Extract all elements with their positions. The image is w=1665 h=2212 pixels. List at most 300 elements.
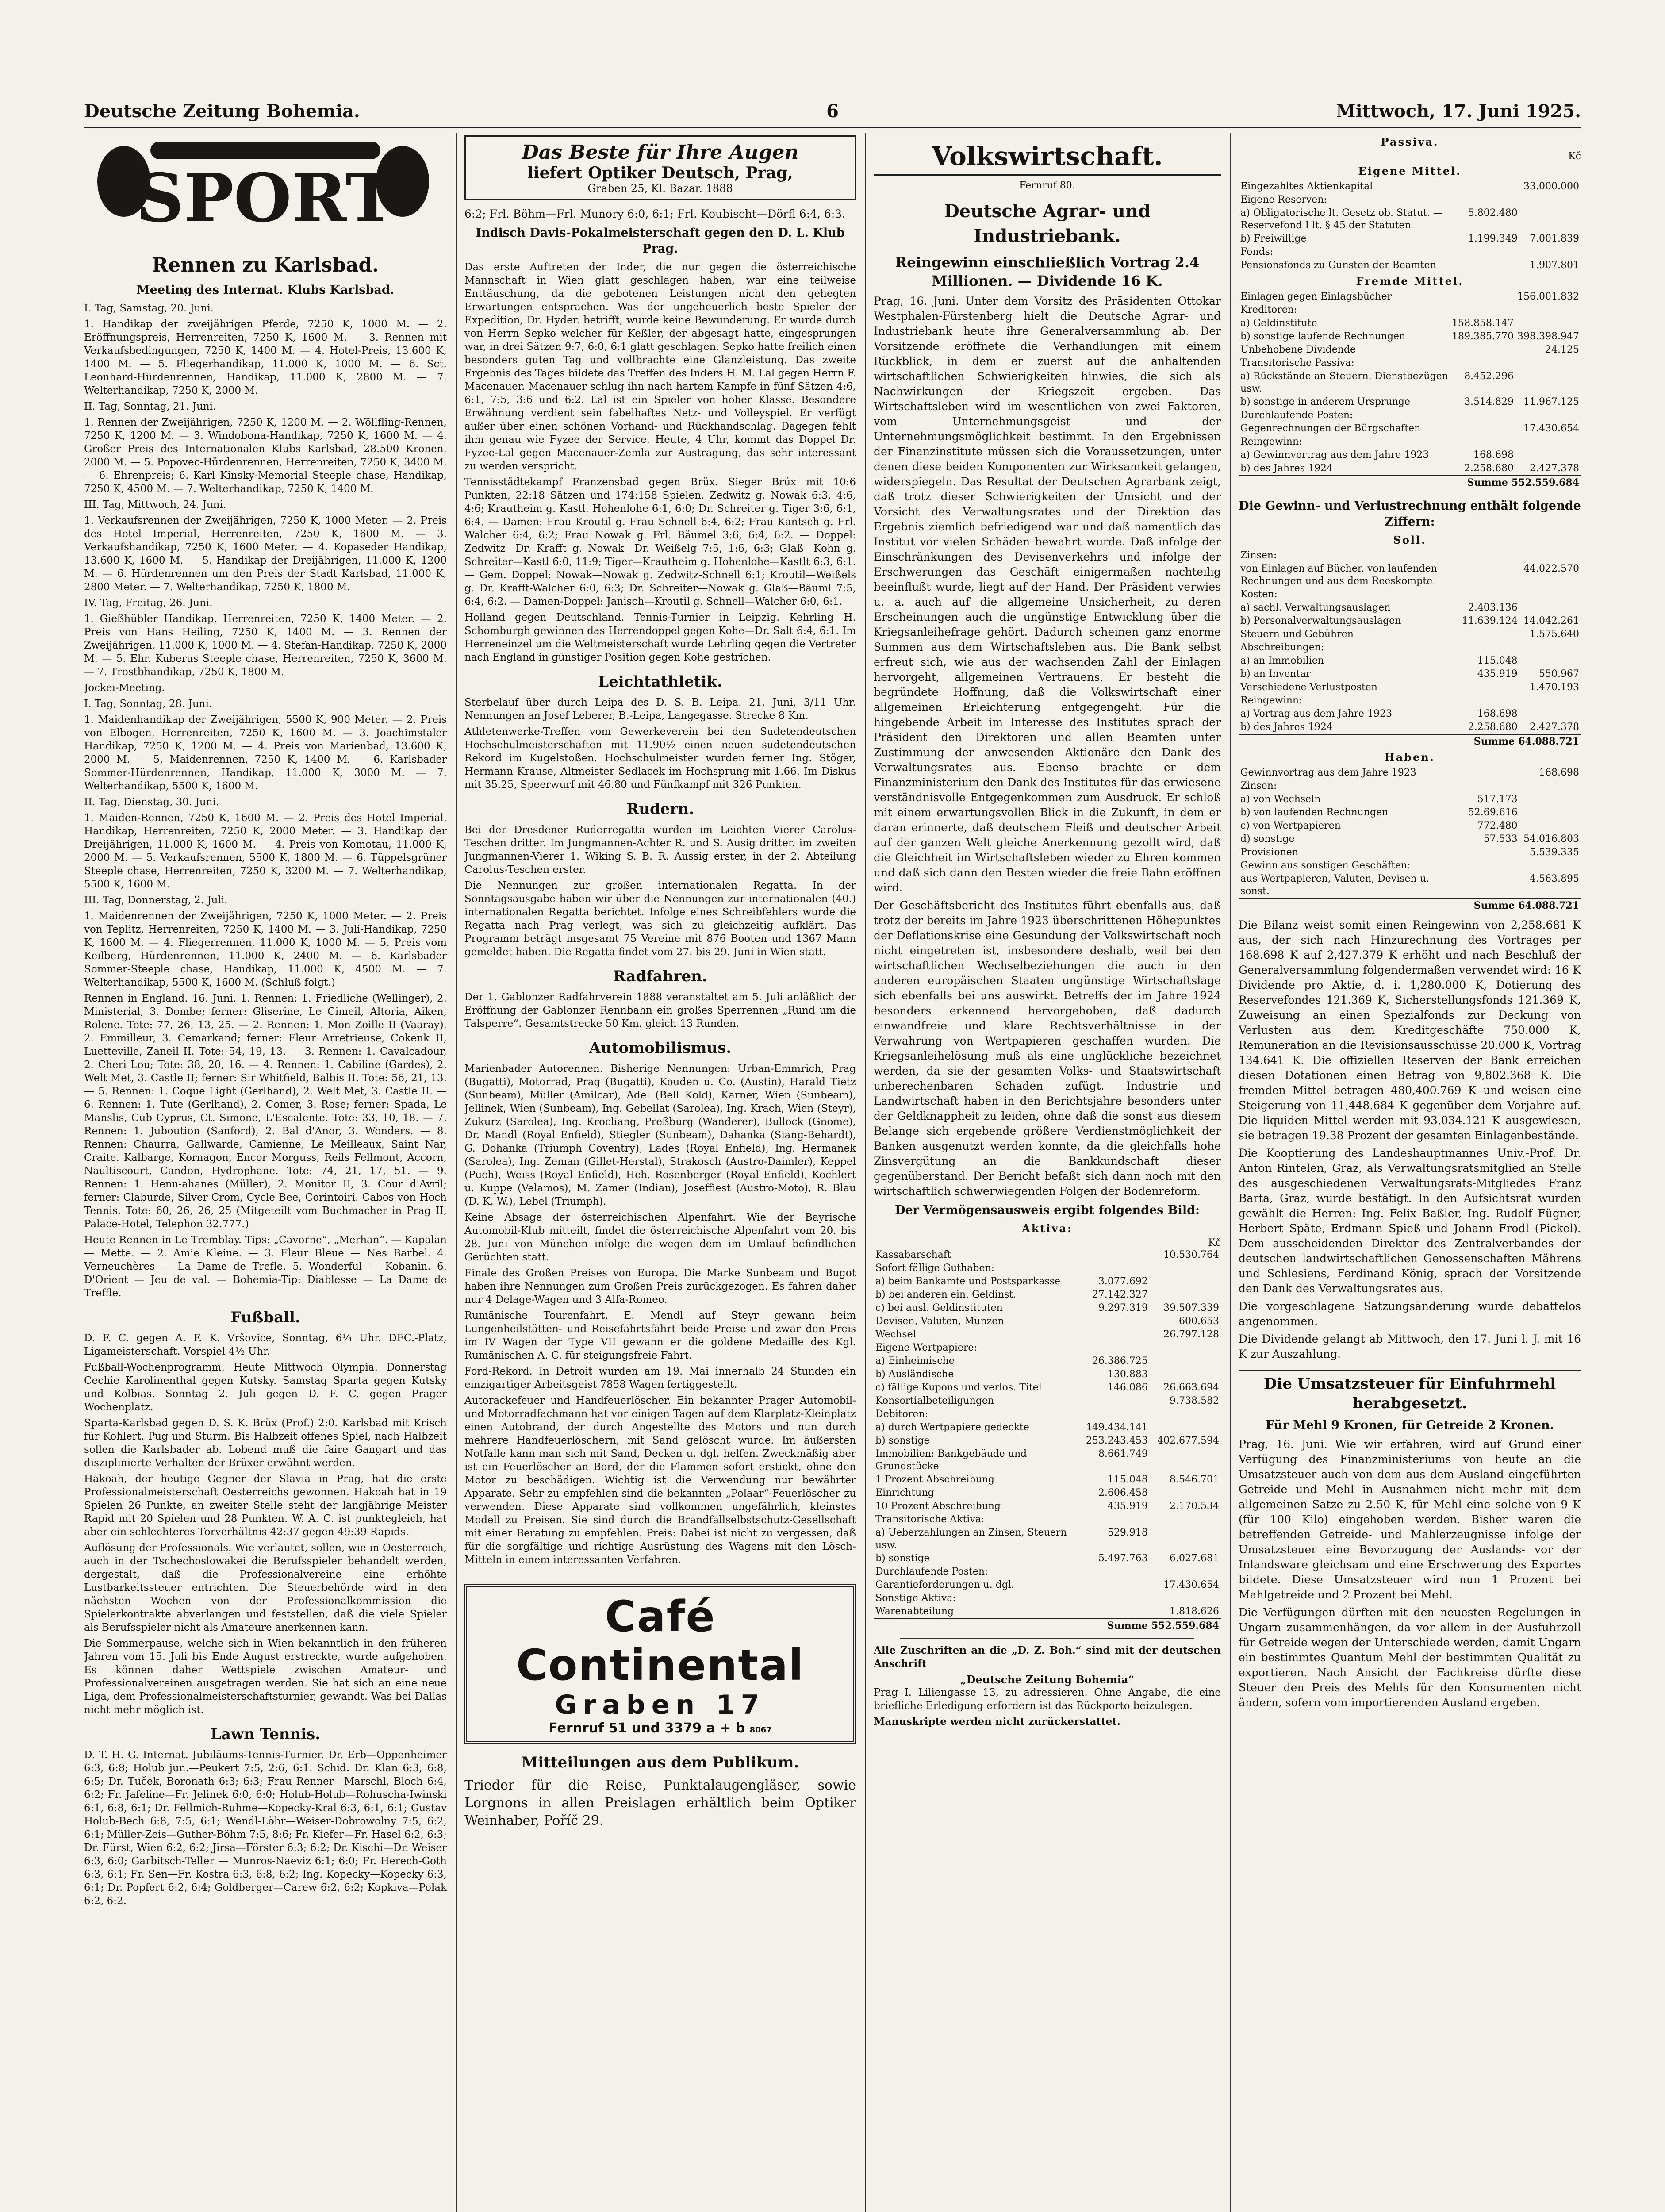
cafe-street: Graben 17 xyxy=(555,1690,766,1720)
mitteilungen-title: Mitteilungen aus dem Publikum. xyxy=(521,1754,799,1771)
table-row xyxy=(1239,819,1581,833)
row-amount xyxy=(1450,357,1515,370)
row-amount: 1.907.801 xyxy=(1530,260,1579,271)
paragraph: 1. Maidenrennen der Zweijährigen, 7250 K, 1000 Meter. — 2. Preis von Teplitz, Herrenreiten, 7250 K, 1400 M. — 3. Juli-Handikap, 7250 K, 1600 M. — 4. Fliegerrennen, 11.000 K, 1000 M. — 5. Preis vom Keilberg, Hürdenrennen, 11.000 K, 2400 M. — 6. Karlsbader Sommer-Steeple chase, Handikap, 11.000 K, 4500 M. — 7. Welterhandikap, 5500 K, 1600 M. (Schluß folgt.) xyxy=(84,910,447,988)
paragraph: II. Tag, Dienstag, 30. Juni. xyxy=(84,796,219,808)
paragraph: Die Dividende gelangt ab Mittwoch, den 17. Juni l. J. mit 16 K zur Auszahlung. xyxy=(1239,1333,1581,1360)
row-amount xyxy=(1450,343,1515,357)
row-amount xyxy=(1150,1355,1221,1368)
currency-label: Kč xyxy=(1568,151,1581,162)
row-amount: 2.258.680 xyxy=(1464,463,1514,474)
table-row xyxy=(1239,259,1581,272)
table-row xyxy=(874,1408,1221,1421)
table-row xyxy=(874,1355,1221,1368)
table-row xyxy=(874,1500,1221,1513)
row-label: Eigene Reserven: xyxy=(1240,194,1327,205)
paragraph: Jockei-Meeting. xyxy=(84,682,165,694)
row-label: a) an Immobilien xyxy=(1240,655,1324,666)
row-label: Durchlaufende Posten: xyxy=(1240,410,1353,421)
row-label: Immobilien: Bankgebäude und Grundstücke xyxy=(875,1448,1027,1472)
mitteilungen-text: Trieder für die Reise, Punktalaugengläser, sowie Lorgnons in allen Preislagen erhältlich beim Optiker Weinhaber, Poříč 29. xyxy=(464,1778,856,1828)
table-row xyxy=(874,1592,1221,1605)
row-amount: 1.470.193 xyxy=(1530,682,1579,693)
row-amount: 8.452.296 xyxy=(1464,371,1514,382)
table-row xyxy=(874,1275,1221,1288)
table-row xyxy=(1239,681,1581,694)
row-amount xyxy=(1458,872,1519,898)
row-label: b) sonstige in anderem Ursprunge xyxy=(1240,396,1410,407)
rennen-text xyxy=(84,302,447,1300)
row-amount xyxy=(1515,303,1581,317)
row-amount xyxy=(1519,806,1581,819)
row-amount xyxy=(1458,193,1519,207)
total-row xyxy=(1239,734,1581,748)
paragraph: Finale des Großen Preises von Europa. Die Marke Sunbeam und Bugot haben ihre Nennungen zum Großen Preis zurückgezogen. Es fahren daher nur 4 Delage-Wagen und 3 Alfa-Romeo. xyxy=(464,1267,856,1306)
row-amount: 550.967 xyxy=(1539,668,1579,680)
row-amount: 1.818.626 xyxy=(1170,1606,1219,1617)
row-amount: 168.698 xyxy=(1477,708,1518,719)
row-amount xyxy=(1519,819,1581,833)
row-label: b) des Jahres 1924 xyxy=(1240,463,1333,474)
row-label: b) Freiwillige xyxy=(1240,233,1307,244)
column-balance xyxy=(1239,133,1581,2212)
paragraph: 1. Handikap der zweijährigen Pferde, 7250 K, 1000 M. — 2. Eröffnungspreis, Herrenreiten, 7250 K, 1600 M. — 3. Rennen mit Verkaufsbedingungen, 7250 K, 1400 M. — 4. Hotel-Preis, 13.600 K, 1400 M. — 5. Fliegerhandikap, 11.000 K, 1000 M. — 6. Sct. Leonhard-Hürdenrennen, Handikap, 11.000 K, 2800 M. — 7. Welterhandikap, 7250 K, 2000 M. xyxy=(84,319,447,396)
row-label: Steuern und Gebühren xyxy=(1240,629,1354,640)
row-amount xyxy=(1150,1288,1221,1302)
issue-date: Mittwoch, 17. Juni 1925. xyxy=(1336,101,1581,122)
table-row xyxy=(1239,654,1581,668)
row-label: Warenabteilung xyxy=(875,1606,954,1617)
row-amount xyxy=(1084,1592,1150,1605)
tennis-results: 6:2; Frl. Böhm—Frl. Munory 6:0, 6:1; Frl. Koubischt—Dörfl 6:4, 6:3. xyxy=(464,207,846,220)
row-amount: 27.142.327 xyxy=(1092,1289,1148,1300)
table-row xyxy=(874,1328,1221,1341)
row-label: b) Personalverwaltungsauslagen xyxy=(1240,615,1401,626)
paragraph: Die Nennungen zur großen internationalen Regatta. In der Sonntagsausgabe haben wir über die Nennungen zur internationalen (40.) internationalen Regatta berichtet. Infolge eines Schreibfehlers wurde die Regatta nach Prag verlegt, was sich zu gleichzeitig aufklärt. Das Programm beträgt insgesamt 75 Vereine mit 876 Booten und 1367 Mann gemeldet haben. Die Regatta findet vom 27. bis 29. Juni in Wien statt. xyxy=(464,880,856,958)
editorial-note-3: Manuskripte werden nicht zurückerstattet. xyxy=(874,1716,1121,1728)
rennen-title: Rennen zu Karlsbad. xyxy=(152,254,379,276)
row-amount: 398.398.947 xyxy=(1517,331,1579,342)
row-label: c) bei ausl. Geldinstituten xyxy=(875,1302,1003,1313)
row-amount xyxy=(1150,1565,1221,1578)
row-label: Devisen, Valuten, Münzen xyxy=(875,1316,1004,1327)
row-amount xyxy=(1519,641,1581,654)
row-label: a) Vortrag aus dem Jahre 1923 xyxy=(1240,708,1393,719)
editorial-address: „Deutsche Zeitung Bohemia“ xyxy=(960,1673,1135,1686)
row-label: Konsortialbeteiligungen xyxy=(875,1395,994,1406)
row-amount: 2.606.458 xyxy=(1098,1487,1148,1498)
page-number: 6 xyxy=(826,101,839,122)
paragraph: D. F. C. gegen A. F. K. Vršovice, Sonntag, 6¼ Uhr. DFC.-Platz, Ligameisterschaft. Vorspiel 4½ Uhr. xyxy=(84,1333,447,1357)
row-amount xyxy=(1150,1421,1221,1434)
row-amount: 4.563.895 xyxy=(1530,873,1579,884)
bank-subtitle: Reingewinn einschließlich Vortrag 2.4 Millionen. — Dividende 16 K. xyxy=(895,254,1200,289)
passiva-total xyxy=(1239,475,1581,489)
cafe-continental-advertisement xyxy=(464,1584,856,1744)
table-row xyxy=(1239,409,1581,422)
row-amount xyxy=(1084,1262,1150,1275)
sport-banner xyxy=(84,133,447,239)
davis-cup-title: Indisch Davis-Pokalmeisterschaft gegen den D. L. Klub Prag. xyxy=(476,226,845,256)
paragraph: I. Tag, Samstag, 20. Juni. xyxy=(84,303,214,314)
soll-title: Soll. xyxy=(1393,534,1427,546)
row-amount xyxy=(1458,246,1519,259)
paragraph: Auflösung der Professionals. Wie verlautet, sollen, wie in Oesterreich, auch in der Tschechoslowakei die Berufsspieler behandelt werden, dergestalt, daß die Professionalvereine eine erhöhte Lustbarkeitssteuer entrichten. Die Steuerbehörde wird in den nächsten Wochen von der Professionalkommission die Spielerkontrakte abverlangen und feststellen, daß die viele Spieler als Berufsspieler nicht als Amateure anerkennen kann. xyxy=(84,1542,447,1633)
table-row xyxy=(1239,846,1581,859)
fussball-title: Fußball. xyxy=(230,1309,300,1326)
row-label: Pensionsfonds zu Gunsten der Beamten xyxy=(1240,260,1436,271)
row-amount: 44.022.570 xyxy=(1523,563,1579,574)
tennis-text xyxy=(84,1748,447,1908)
ad-subline: liefert Optiker Deutsch, Prag, xyxy=(527,164,793,182)
table-row xyxy=(1239,641,1581,654)
table-row xyxy=(874,1486,1221,1500)
table-row xyxy=(1239,435,1581,449)
table-row xyxy=(1239,614,1581,628)
row-amount: 1.575.640 xyxy=(1530,629,1579,640)
row-amount: 130.883 xyxy=(1107,1369,1148,1380)
paragraph: Rennen in England. 16. Juni. 1. Rennen: 1. Friedliche (Wellinger), 2. Ministerial, 3. Dombe; ferner: Gliserine, Le Cimeil, Altoria, Aiken, Rolene. Tote: 77, 26, 13, 25. — 2. Rennen: 1. Mon Zoille II (Vaaray), 2. Emmilleur, 3. Cemarkand; ferner: Fleur Arretrieuse, Cokenk II, Luetteville, Zaneil II. Tote: 54, 19, 13. — 3. Rennen: 1. Cavalcadour, 2. Cheri Lou; Tote: 38, 20, 16. — 4. Rennen: 1. Cabiline (Gardes), 2. Welt Met, 3. Castle II; ferner: Sir Whitfield, Balbis II. Tote: 56, 21, 13. — 5. Rennen: 1. Coque Light (Gerlhand), 2. Welt Met, 3. Castle II. — 6. Rennen: 1. Tute (Gerlhand), 2. Comer, 3. Rose; ferner: Spada, Le Manslis, Cub Cyprus, Ct. Simone, L'Escalente. Tote: 33, 10, 18. — 7. Rennen: 1. Juboution (Sanford), 2. Bal d'Anor, 3. Wonders. — 8. Rennen: Chaurra, Gallwarde, Camienne, Le Meilleaux, Saint Nar, Craite. Kalbarge, Kornagon, Encor Morguss, Reils Fellmont, Accorn, Naultiscourt, Candon, Hydrophane. Tote: 74, 21, 17, 51. — 9. Rennen: 1. Henn-ahanes (Müller), 2. Monitor II, 3. Cour d'Avril; ferner: Claburde, Silver Crom, Cycle Bee, Corintoiri. Cabos von Hoch Tennis. Tote: 60, 26, 26, 25 (Mitgeteilt vom Buchmacher in Prag II, Palace-Hotel, Telephon 32.777.) xyxy=(84,993,447,1230)
row-amount xyxy=(1458,180,1519,193)
row-label: 10 Prozent Abschreibung xyxy=(875,1501,1001,1512)
row-label: Gewinn aus sonstigen Geschäften: xyxy=(1240,860,1411,871)
row-amount xyxy=(1150,1448,1221,1473)
row-label: aus Wertpapieren, Valuten, Devisen u. sonst. xyxy=(1240,873,1429,897)
row-amount: 17.430.654 xyxy=(1523,423,1579,434)
row-amount: 33.000.000 xyxy=(1523,181,1579,192)
optician-advertisement xyxy=(464,135,856,200)
row-label: Debitoren: xyxy=(875,1409,928,1420)
cafe-phone: Fernruf 51 und 3379 a + b 8067 xyxy=(549,1720,772,1736)
fremde-mittel-table xyxy=(1239,290,1581,475)
row-amount xyxy=(1519,588,1581,601)
paragraph: Sparta-Karlsbad gegen D. S. K. Brüx (Prof.) 2:0. Karlsbad mit Krisch für Kohlert. Pug und Sturm. Bis Halbzeit offenes Spiel, nach Halbzeit sollen die Karlsbader ab. Lobend muß die faire Gangart und das disziplinierte Verhalten der Brüxer erwähnt werden. xyxy=(84,1417,447,1469)
row-amount: 52.69.616 xyxy=(1468,807,1518,818)
row-amount xyxy=(1084,1565,1150,1578)
table-row xyxy=(1239,303,1581,317)
row-label: Reingewinn: xyxy=(1240,436,1302,447)
row-amount: 2.427.378 xyxy=(1530,463,1579,474)
row-amount: 168.698 xyxy=(1539,767,1579,778)
row-amount: 2.170.534 xyxy=(1170,1501,1219,1512)
row-label: Einrichtung xyxy=(875,1487,934,1498)
row-label: b) an Inventar xyxy=(1240,668,1311,680)
row-amount: 158.858.147 xyxy=(1452,318,1514,329)
row-amount: 10.530.764 xyxy=(1163,1249,1219,1260)
row-amount: 435.919 xyxy=(1477,668,1518,680)
row-label: Sonstige Aktiva: xyxy=(875,1593,956,1604)
table-row xyxy=(1239,193,1581,207)
table-row xyxy=(874,1605,1221,1619)
row-label: 1 Prozent Abschreibung xyxy=(875,1474,994,1485)
row-label: Abschreibungen: xyxy=(1240,642,1324,653)
row-label: b) sonstige xyxy=(875,1553,930,1564)
fernruf: Fernruf 80. xyxy=(1019,180,1075,191)
row-label: a) von Wechseln xyxy=(1240,794,1321,805)
haben-total xyxy=(1239,898,1581,912)
table-row xyxy=(874,1526,1221,1552)
row-label: Verschiedene Verlustposten xyxy=(1240,682,1377,693)
row-amount xyxy=(1084,1315,1150,1328)
row-amount xyxy=(1450,303,1515,317)
paragraph: Bei der Dresdener Ruderregatta wurden im Leichten Vierer Carolus-Teschen dritter. Im Jungmannen-Achter R. und S. Ausig dritter. im zweiten Jungmannen-Vierer 1. Wiking S. B. R. Aussig erster, in der 2. Abteilung Carolus-Teschen erster. xyxy=(464,824,856,876)
table-row xyxy=(1239,357,1581,370)
radfahren-text xyxy=(464,991,856,1030)
row-amount xyxy=(1450,290,1515,303)
paragraph: Rumänische Tourenfahrt. E. Mendl auf Steyr gewann beim Lungenheilstätten- und Reisefahrtsfahrt beide Preise und zwar den Preis im IV Wagen der Type VII gewann er die goldene Medaille des Kgl. Rumänischen A. C. für steigungsfreie Fahrt. xyxy=(464,1310,856,1361)
table-row xyxy=(874,1552,1221,1565)
table-row xyxy=(874,1262,1221,1275)
row-amount: 64.088.721 xyxy=(1516,734,1581,748)
row-amount xyxy=(1515,370,1581,396)
row-amount xyxy=(1519,246,1581,259)
table-row xyxy=(1239,370,1581,396)
paragraph: Marienbader Autorennen. Bisherige Nennungen: Urban-Emmrich, Prag (Bugatti), Motorrad, Prag (Bugatti), Kouden u. Co. (Austin), Harald Tietz (Sunbeam), Müller (Amilcar), Adel (Bell Kold), Karner, Wien (Sunbeam), Jellinek, Wien (Sunbeam), Ing. Gebellat (Sarolea), Ing. Krach, Wien (Steyr), Zukurz (Sarolea), Ing. Krocliang, Preßburg (Wanderer), Bullock (Gnome), Dr. Mandl (Royal Enfield), Stiegler (Sunbeam), Dahanka (Siang-Behardt), G. Dohanka (Triumph Coventry), Lades (Royal Enfield), Ing. Hermanek (Sarolea), Ing. Zeman (Gillet-Herstal), Strakosch (Austro-Daimler), Keppel (Puch), Weiss (Royal Enfield), Hch. Rosenberger (Royal Enfield), Kochlert u. Kuppe (Velamos), M. Zamer (Indian), Joseffiest (Austro-Moto), R. Blau (D. K. W.), Lebel (Triumph). xyxy=(464,1063,856,1207)
row-amount: 600.653 xyxy=(1179,1316,1219,1327)
table-row xyxy=(1239,180,1581,193)
row-amount: 2.427.378 xyxy=(1530,722,1579,733)
row-amount: 2.258.680 xyxy=(1468,722,1518,733)
row-amount: 7.001.839 xyxy=(1530,233,1579,244)
paragraph: Hakoah, der heutige Gegner der Slavia in Prag, hat die erste Professionalmeisterschaft Oesterreichs gewonnen. Hakoah hat in 19 Spielen 26 Punkte, an zweiter Stelle steht der langjährige Meister Rapid mit 20 Spielen und 28 Punkten. W. A. C. ist punktegleich, hat aber ein schlechteres Torverhältnis 42:37 gegen 49:39 Rapids. xyxy=(84,1473,447,1538)
row-amount: 552.559.684 xyxy=(1510,476,1581,489)
row-label: a) sachl. Verwaltungsauslagen xyxy=(1240,602,1391,613)
cafe-number: 8067 xyxy=(749,1725,772,1735)
row-label: d) sonstige xyxy=(1240,833,1295,845)
paragraph: IV. Tag, Freitag, 26. Juni. xyxy=(84,597,213,609)
row-amount: 26.797.128 xyxy=(1163,1329,1219,1340)
row-amount xyxy=(1084,1578,1150,1592)
table-row xyxy=(874,1578,1221,1592)
newspaper-name: Deutsche Zeitung Bohemia. xyxy=(84,101,360,122)
row-label: Kassabarschaft xyxy=(875,1249,951,1260)
paragraph: Das erste Auftreten der Inder, die nur gegen die österreichische Mannschaft in Wien glatt geschlagen haben, war eine teilweise Enttäuschung, da die gebotenen Leistungen nicht den gehegten Erwartungen entsprachen. Was der ungeheuerlich beste Spieler der Expedition, Dr. Hyder. betrifft, wurde keine Bewunderung. Er wurde durch von Herrn Sepko welcher für Keßler, der abgesagt hatte, eingesprungen war, in drei Sätzen 9:7, 6:0, 6:1 glatt geschlagen. Sepko hatte freilich einen besonders guten Tag und vollbrachte eine Glanzleistung. Das zweite Ergebnis des Tages bildete das Treffen des Inders H. M. Lal gegen Herrn F. Macenauer. Macenauer schlug ihn nach hartem Kampfe in fünf Sätzen 4:6, 6:1, 7:5, 3:6 und 6:2. Lal ist ein Spieler von hoher Klasse. Besondere Erwähnung verdient sein fabelhaftes Netz- und Volleyspiel. Er verfügt außer über einen schönen Vorhand- und Rückhandschlag. Dagegen fehlt ihm genau wie Fyzee der Service. Heute, 4 Uhr, kommt das Doppel Dr. Fyzee-Lal gegen Macenauer-Zemla zur Austragung, das sehr interessant zu werden verspricht. xyxy=(464,261,856,472)
table-row xyxy=(1239,707,1581,721)
row-amount: 11.639.124 xyxy=(1462,615,1518,626)
table-row xyxy=(1239,833,1581,846)
table-row xyxy=(1239,588,1581,601)
row-label: b) des Jahres 1924 xyxy=(1240,722,1333,733)
paragraph: 1. Gießhübler Handikap, Herrenreiten, 7250 K, 1400 Meter. — 2. Preis von Hans Heiling, 7250 K, 1400 M. — 3. Rennen der Zweijährigen, 11.000 K, 1000 M. — 4. Stefan-Handikap, 7250 K, 2000 M. — 5. Ehr. Kuberus Steeple chase, Herrenreiten, 7250 K, 3600 M. — 7. Trostbhandikap, 7250 K, 1800 M. xyxy=(84,613,447,678)
eigene-mittel-title: Eigene Mittel. xyxy=(1358,165,1462,177)
column-sport xyxy=(84,133,447,2212)
row-amount xyxy=(1458,641,1519,654)
row-amount xyxy=(1084,1605,1150,1619)
row-amount xyxy=(1458,694,1519,707)
table-row xyxy=(874,1381,1221,1394)
row-amount: 156.001.832 xyxy=(1517,291,1579,302)
row-amount xyxy=(1458,549,1519,562)
table-row xyxy=(874,1341,1221,1355)
row-label: c) fällige Kupons und verlos. Titel xyxy=(875,1382,1042,1393)
row-amount: 9.297.319 xyxy=(1098,1302,1148,1313)
table-row xyxy=(874,1565,1221,1578)
bank-report-text xyxy=(874,294,1221,1199)
row-amount xyxy=(1150,1592,1221,1605)
row-amount xyxy=(1084,1328,1150,1341)
row-amount: 189.385.770 xyxy=(1452,331,1514,342)
currency-label: Kč xyxy=(1208,1237,1221,1248)
row-label: Wechsel xyxy=(875,1329,916,1340)
row-amount: 552.559.684 xyxy=(1150,1619,1221,1632)
row-label: b) sonstige xyxy=(875,1435,930,1446)
row-label: b) von laufenden Rechnungen xyxy=(1240,807,1389,818)
row-amount: 8.661.749 xyxy=(1098,1448,1148,1459)
row-amount: 11.967.125 xyxy=(1523,396,1579,407)
row-amount xyxy=(1519,549,1581,562)
row-amount: 2.403.136 xyxy=(1468,602,1518,613)
table-row xyxy=(1239,290,1581,303)
row-amount: 39.507.339 xyxy=(1163,1302,1219,1313)
total-row xyxy=(1239,476,1581,489)
row-label: a) beim Bankamte und Postsparkasse xyxy=(875,1276,1061,1287)
row-label: Einlagen gegen Einlagsbücher xyxy=(1240,291,1392,302)
row-amount xyxy=(1519,780,1581,793)
row-amount xyxy=(1084,1248,1150,1262)
automobilismus-text xyxy=(464,1062,856,1567)
table-row xyxy=(874,1302,1221,1315)
haben-title: Haben. xyxy=(1384,751,1435,764)
row-amount xyxy=(1150,1262,1221,1275)
row-amount xyxy=(1150,1486,1221,1500)
paragraph: 1. Maidenhandikap der Zweijährigen, 5500 K, 900 Meter. — 2. Preis von Elbogen, Herrenreiten, 7250 K, 1600 M. — 3. Joachimstaler Handikap, 7250 K, 1200 M. — 4. Preis von Marienbad, 13.600 K, 2000 M. — 5. Maidenrennen, 7250 K, 1400 M. — 6. Karlsbader Sommer-Hürdenrennen, Handikap, 11.000 K, 3000 M. — 7. Welterhandikap, 5500 K, 1600 M. xyxy=(84,714,447,792)
row-amount xyxy=(1450,409,1515,422)
table-row xyxy=(874,1473,1221,1486)
table-row xyxy=(874,1434,1221,1448)
editorial-note-2: Prag I. Liliengasse 13, zu adressieren. Ohne Angabe, die eine briefliche Erledigung erfordern ist das Rückporto beizulegen. xyxy=(874,1687,1221,1712)
row-amount xyxy=(1515,435,1581,449)
row-amount: 8.546.701 xyxy=(1170,1474,1219,1485)
table-row xyxy=(874,1248,1221,1262)
table-row xyxy=(1239,422,1581,435)
row-amount xyxy=(1519,601,1581,614)
table-row xyxy=(1239,806,1581,819)
row-amount: 772.480 xyxy=(1477,820,1518,831)
row-amount: 5.497.763 xyxy=(1098,1553,1148,1564)
paragraph: Die vorgeschlagene Satzungsänderung wurde debattelos angenommen. xyxy=(1239,1300,1581,1328)
vermoegen-title: Der Vermögensausweis ergibt folgendes Bild: xyxy=(895,1203,1200,1217)
paragraph: Holland gegen Deutschland. Tennis-Turnier in Leipzig. Kehrling—H. Schomburgh gewinnen das Herrendoppel gegen Kohe—Dr. Salt 6:4, 6:1. Im Herreneinzel um die Weltmeisterschaft wurde Lehrling gegen die Vertreter nach England in günstiger Position gegen Kohe gestrichen. xyxy=(464,612,856,663)
table-row xyxy=(1239,721,1581,734)
row-amount xyxy=(1458,766,1519,780)
row-label: Gewinnvortrag aus dem Jahre 1923 xyxy=(1240,767,1416,778)
row-amount: 168.698 xyxy=(1473,449,1514,461)
paragraph: Der Geschäftsbericht des Institutes führt ebenfalls aus, daß trotz der bereits im Jahre 1923 überschrittenen Höhepunktes der Deflationskrise eine Gesundung der Volkswirtschaft noch nicht eingetreten ist, insbesondere deshalb, weil bei den wirtschaftlichen Wechselbeziehungen die auch in den anderen europäischen Staaten ungünstige Wirtschaftslage sich ebenfalls bei uns auswirkt. Betreffs der im Jahre 1924 besonders erkennend hervorgehoben, daß dadurch einwandfreie und klare Rechtsverhältnisse in der Verwahrung von Wertpapieren geschaffen wurden. Die Kriegsanleihelösung muß als eine unglückliche bezeichnet werden, da sie der gesamten Volks- und Staatswirtschaft unberechenbaren Schaden zufügt. Industrie und Landwirtschaft haben in den Berichtsjahre besonders unter der Geldknappheit zu leiden, ohne daß die sonst aus diesem Belange sich ergebende größere Verdienstmöglichkeit der Banken ausgenutzt werden konnte, da die gleichfalls hohe Zinsvergütung an die Bankkundschaft dieser gegenüberstand. Der Bericht befaßt sich dann noch mit den wirtschaftlich schwerwiegenden Folgen der Bodenreform. xyxy=(874,899,1221,1198)
rudern-title: Rudern. xyxy=(626,800,694,818)
ad-address: Graben 25, Kl. Bazar. 1888 xyxy=(587,182,733,195)
row-amount xyxy=(1150,1368,1221,1381)
paragraph: 1. Maiden-Rennen, 7250 K, 1600 M. — 2. Preis des Hotel Imperial, Handikap, Herrenreiten, 7250 K, 2000 Meter. — 3. Handikap der Dreijährigen, 11.000 K, 1600 M. — 4. Preis von Komotau, 11.000 K, 2000 M. — 5. Verkaufsrennen, 5500 K, 1800 M. — 6. Tüppelsgrüner Steeple chase, Herrenreiten, 7250 K, 3200 M. — 7. Welterhandikap, 5500 K, 1600 M. xyxy=(84,812,447,890)
table-row xyxy=(1239,668,1581,681)
row-amount: 26.663.694 xyxy=(1163,1382,1219,1393)
cafe-name: Café Continental xyxy=(516,1592,804,1690)
row-amount: 435.919 xyxy=(1107,1501,1148,1512)
row-label: Eigene Wertpapiere: xyxy=(875,1342,977,1353)
row-amount: 1.199.349 xyxy=(1468,233,1518,244)
row-label: b) bei anderen ein. Geldinst. xyxy=(875,1289,1017,1300)
guv-title: Die Gewinn- und Verlustrechnung enthält folgende Ziffern: xyxy=(1239,499,1581,529)
fremde-mittel-title: Fremde Mittel. xyxy=(1356,275,1464,288)
row-amount xyxy=(1084,1513,1150,1526)
row-label: Garantieforderungen u. dgl. xyxy=(875,1579,1014,1590)
paragraph: Prag, 16. Juni. Unter dem Vorsitz des Präsidenten Ottokar Westphalen-Fürstenberg hielt die Deutsche Agrar- und Industriebank heute ihre Generalversammlung ab. Der Vorsitzende eröffnete die Verhandlungen mit einem Rückblick, in dem er zuerst auf die anhaltenden wirtschaftlichen Schwierigkeiten hinwies, die sich als Nachwirkungen der Kriegszeit ergeben. Das Wirtschaftsleben wird im wesentlichen von zwei Faktoren, vom Unternehmungsgeist und der Unternehmungsmöglichkeit bestimmt. In den Ergebnissen der Finanzinstitute müssen sich die Voraussetzungen, unter denen diese beiden Komponenten zur Wirksamkeit gelangen, widerspiegeln. Das Resultat der Deutschen Agrarbank zeigt, daß trotz dieser Schwierigkeiten der Umsicht und der Vorsicht des Verwaltungsrates und der Direktion das Ergebnis ziemlich befriedigend war und daß namentlich das Institut vor vielen Schäden bewahrt wurde. Daß infolge der Einschränkungen des Devisenverkehrs und infolge der Erschwerungen das Geschäft einigermaßen nachteilig beeinflußt wurde, liegt auf der Hand. Der Präsident verwies u. a. auch auf die allgemeine Unsicherheit, zu deren Erscheinungen auch die ungünstige Entwicklung über die Kriegsanleihefrage gehört. Dadurch scheinen ganz enorme Summen aus dem Wirtschaftsleben aus. Die Bank selbst erfreut sich, wie aus der wachsenden Zahl der Einlagen hervorgeht, allgemeinen Vertrauens. Er besteht die begründete Hoffnung, daß die Volkswirtschaft einer allgemeinen Erleichterung entgegengeht. Für die hingebende Arbeit im Interesse des Institutes sprach der Präsident den Direktoren und allen Beamten unter Zustimmung der anwesenden Aktionäre den Dank des Verwaltungsrates aus. Ebenso brachte er dem Finanzministerium den Dank des Institutes für das erwiesene verständnisvolle Entgegenkommen zum Ausdruck. Er schloß mit einem erwartungsvollen Blick in die Zukunft, in dem er daran erinnerte, daß deutschem Fleiß und deutscher Arbeit auf der ganzen Welt gleiche Anerkennung gezollt wird, daß die Gleichheit im Wirtschaftsleben wieder zu Ehren kommen und daß sich dann den Besten wieder die freie Bahn eröffnen wird. xyxy=(874,295,1221,894)
row-amount xyxy=(1150,1408,1221,1421)
row-label: b) Ausländische xyxy=(875,1369,954,1380)
row-label: c) von Wertpapieren xyxy=(1240,820,1341,831)
column-economy xyxy=(874,133,1221,2212)
row-label: Durchlaufende Posten: xyxy=(875,1566,988,1577)
table-row xyxy=(1239,694,1581,707)
paragraph: D. T. H. G. Internat. Jubiläums-Tennis-Turnier. Dr. Erb—Oppenheimer 6:3, 6:8; Holub jun.—Peukert 7:5, 2:6, 6:1. Schid. Dr. Klan 6:3, 6:8, 6:5; Dr. Tuček, Boronath 6:3; 6:3; Frau Renner—Marschl, Bloch 6:4, 6:2; Fr. Jafeline—Fr. Jelinek 6:0, 6:0; Holub-Holub—Rohuscha-Iwinski 6:1, 6:8, 6:1; Dr. Fellmich-Ruhme—Kopecky-Kral 6:3, 6:1, 6:1; Gustav Holub-Bech 6:8, 7:5, 6:1; Wendl-Löhr—Weiser-Dobrowolny 7:5, 6:2, 6:1; Müller-Zeis—Guther-Böhm 7:5, 8:6; Fr. Kiefer—Fr. Hasel 6:2, 6:3; Dr. Fürst, Wien 6:2, 6:2; Jirsa—Förster 6:3; 6:2; Dr. Kischi—Dr. Weiser 6:3, 6:0; Garbitsch-Teller — Munros-Naeviz 6:1; 6:0; Fr. Herech-Goth 6:3, 6:1; Fr. Sen—Fr. Kostra 6:3, 6:8, 6:2; Ing. Kopecky—Kopecky 6:3, 6:1; Dr. Popfert 6:2, 6:4; Goldberger—Carew 6:2, 6:2; Kopkiva—Polak 6:2, 6:2. xyxy=(84,1749,447,1907)
row-amount xyxy=(1458,681,1519,694)
table-row xyxy=(874,1288,1221,1302)
table-row xyxy=(1239,780,1581,793)
row-label: a) durch Wertpapiere gedeckte xyxy=(875,1422,1029,1433)
row-amount xyxy=(1458,846,1519,859)
rennen-subtitle: Meeting des Internat. Klubs Karlsbad. xyxy=(136,283,395,297)
leichtathletik-text xyxy=(464,696,856,791)
table-row xyxy=(1239,872,1581,898)
row-amount: 57.533 xyxy=(1483,833,1518,845)
sport-banner-title: SPORT xyxy=(136,159,395,237)
table-row xyxy=(874,1513,1221,1526)
column-rule xyxy=(1230,133,1231,2212)
row-amount: Summe xyxy=(1448,476,1510,489)
umsatzsteuer-text xyxy=(1239,1437,1581,1710)
row-label: a) Einheimische xyxy=(875,1356,955,1367)
column-rule xyxy=(865,133,866,2212)
row-amount: Summe xyxy=(1455,899,1516,912)
row-amount: 3.077.692 xyxy=(1098,1276,1148,1287)
row-amount: 54.016.803 xyxy=(1523,833,1579,845)
table-row xyxy=(1239,330,1581,343)
row-label: b) sonstige laufende Rechnungen xyxy=(1240,331,1406,342)
paragraph: II. Tag, Sonntag, 21. Juni. xyxy=(84,401,216,412)
row-label: Transitorische Aktiva: xyxy=(875,1514,985,1525)
table-row xyxy=(1239,562,1581,588)
row-amount xyxy=(1515,317,1581,330)
row-label: von Einlagen auf Bücher, von laufenden Rechnungen und aus dem Reeskompte xyxy=(1240,563,1437,587)
row-amount xyxy=(1450,422,1515,435)
aktiva-title: Aktiva: xyxy=(1022,1222,1073,1235)
paragraph: Sterbelauf über durch Leipa des D. S. B. Leipa. 21. Juni, 3/11 Uhr. Nennungen an Josef Leberer, B.-Leipa, Langegasse. Strecke 8 Km. xyxy=(464,697,856,722)
paragraph: 1. Verkaufsrennen der Zweijährigen, 7250 K, 1000 Meter. — 2. Preis des Hotel Imperial, Herrenreiten, 7250 K, 1600 M. — 3. Verkaufshandikap, 7250 K, 1600 Meter. — 4. Kopaseder Handikap, 13.600 K, 1600 M. — 5. Handikap der Dreijährigen, 11.000 K, 1200 M. — 6. Hürdenrennen um den Preis der Stadt Karlsbad, 11.000 K, 2800 Meter. — 7. Welterhandikap, 7250 K, 1800 M. xyxy=(84,515,447,593)
paragraph: Autorackefeuer und Handfeuerlöscher. Ein bekannter Prager Automobil- und Motorradfachmann hat vor einigen Tagen auf dem Klarplatz-Kleinplatz einen Autobrand, der durch Angestellte des Motors und nun durch mehrere Handfeuerlöschern, mit Sand gelöscht wurde. Im äußersten Notfalle kann man sich mit Sand, Decken u. dgl. helfen. Zweckmäßig aber ist ein Feuerlöscher an Bord, der die Flammen sofort erstickt, ohne den Motor zu beschädigen. Wichtig ist die Verwendung nur bewährter Apparate. Sehr zu empfehlen sind die bekannten „Polaar“-Feuerlöscher zu verwenden. Diese Apparate sind vollkommen ungefährlich, kleinstes Modell zu Preisen. Sie sind durch die Brandfallselbstschutz-Gesellschaft mit einer Beratung zu empfehlen. Preis: Dabei ist nicht zu vergessen, daß für die sorgfältige und richtige Ausrüstung des Wagens mit den Lösch-Mitteln in einem interessanten Verfahren. xyxy=(464,1395,856,1566)
aktiva-table xyxy=(874,1248,1221,1632)
row-label: Zinsen: xyxy=(1240,550,1277,561)
row-label: Kreditoren: xyxy=(1240,304,1297,315)
paragraph: Die Sommerpause, welche sich in Wien bekanntlich in den früheren Jahren vom 15. Juli bis Ende August erstreckte, wurde aufgehoben. Es können daher Wettspiele zwischen Amateur- und Professionalvereinen ausgetragen werden. Sie hat sich an eine neue Liga, dem Professionalmeisterschaftsturnier, gewandt. Was bei Dallas nicht mehr möglich ist. xyxy=(84,1638,447,1716)
automobilismus-title: Automobilismus. xyxy=(589,1039,732,1057)
row-label xyxy=(1239,734,1455,748)
eigene-mittel-table xyxy=(1239,180,1581,272)
umsatzsteuer-subtitle: Für Mehl 9 Kronen, für Getreide 2 Kronen. xyxy=(1266,1418,1554,1432)
row-amount xyxy=(1084,1341,1150,1355)
row-label: a) Geldinstitute xyxy=(1240,318,1317,329)
row-amount xyxy=(1084,1394,1150,1408)
paragraph: III. Tag, Mittwoch, 24. Juni. xyxy=(84,499,226,511)
header-rule xyxy=(84,127,1581,128)
table-row xyxy=(874,1394,1221,1408)
row-amount xyxy=(1515,449,1581,462)
row-amount: Summe xyxy=(1455,734,1516,748)
row-label: Unbehobene Dividende xyxy=(1240,344,1356,355)
row-label: Gegenrechnungen der Bürgschaften xyxy=(1240,423,1421,434)
row-amount xyxy=(1519,694,1581,707)
row-amount: 5.802.480 xyxy=(1468,207,1518,219)
row-amount xyxy=(1515,357,1581,370)
row-amount: 517.173 xyxy=(1477,794,1518,805)
